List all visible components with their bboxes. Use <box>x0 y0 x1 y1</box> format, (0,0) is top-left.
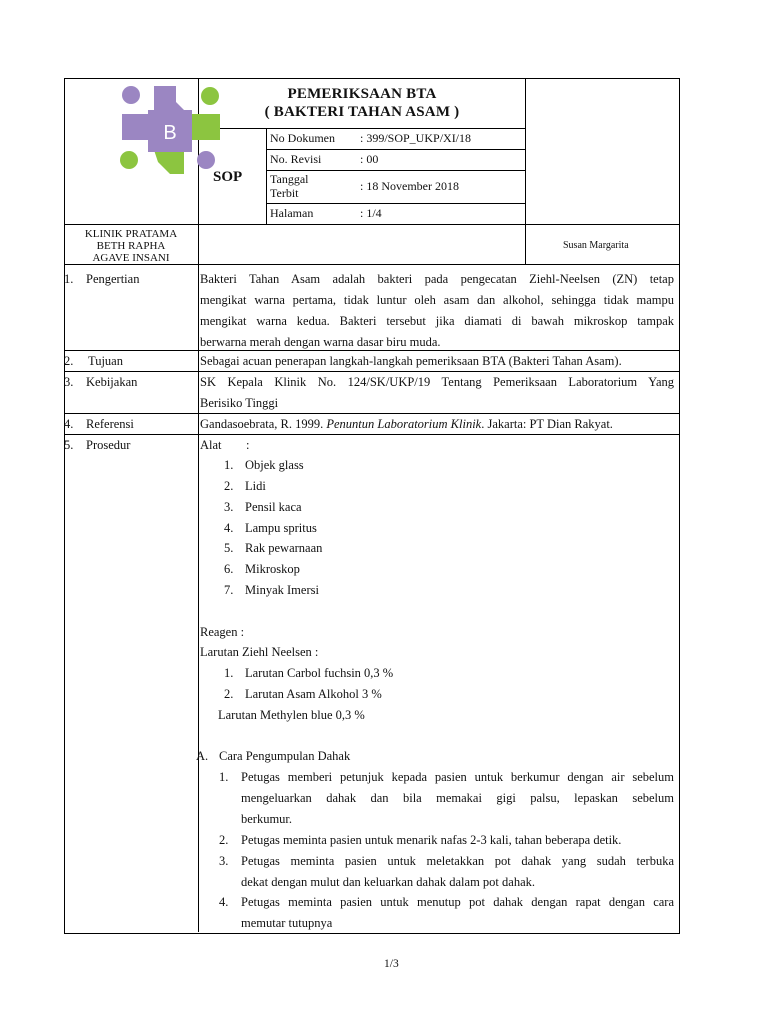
list-item-number: 5. <box>224 541 234 555</box>
doc-number-value: : 399/SOP_UKP/XI/18 <box>360 131 472 145</box>
section-label-prosedur: Prosedur <box>86 438 131 452</box>
referensi-author: Gandasoebrata, R. 1999. <box>200 417 327 431</box>
title-divider <box>198 128 526 129</box>
header-bottom-line <box>64 224 679 225</box>
column-divider <box>198 78 199 932</box>
list-item-number: 2. <box>224 687 234 701</box>
methylen-line: Larutan Methylen blue 0,3 % <box>218 708 365 722</box>
step-number: 4. <box>219 895 229 909</box>
section-label-referensi: Referensi <box>86 417 134 431</box>
pengertian-line: mengikat warna pertama, tidak luntur oleh asam dan alkohol, sehingga tidak mampu <box>200 293 674 307</box>
clinic-name-line: AGAVE INSANI <box>92 252 170 264</box>
alat-colon: : <box>246 438 250 452</box>
list-item: Minyak Imersi <box>245 583 319 597</box>
clinic-name-line: BETH RAPHA <box>96 240 166 252</box>
section-label-pengertian: Pengertian <box>86 272 140 286</box>
tujuan-text: Sebagai acuan penerapan langkah-langkah pemeriksaan BTA (Bakteri Tahan Asam). <box>200 354 622 368</box>
subsection-title: Cara Pengumpulan Dahak <box>219 749 351 763</box>
pengertian-line: berwarna merah dengan warna dasar biru muda. <box>200 335 441 349</box>
pengertian-line: Bakteri Tahan Asam adalah bakteri pada pengecatan Ziehl-Neelsen (ZN) tetap <box>200 272 674 286</box>
row-line <box>64 434 679 435</box>
header-end-line <box>64 264 679 265</box>
step-number: 1. <box>219 770 229 784</box>
doc-row-line <box>266 149 526 150</box>
step-line: Petugas meminta pasien untuk menutup pot dahak dengan rapat dengan cara <box>241 895 674 909</box>
row-line <box>64 350 679 351</box>
section-number: 5. <box>64 438 74 452</box>
list-item: Pensil kaca <box>245 500 302 514</box>
list-item: Larutan Carbol fuchsin 0,3 % <box>245 666 394 680</box>
step-line: Petugas meminta pasien untuk menarik nafas 2-3 kali, tahan beberapa detik. <box>241 833 622 847</box>
clinic-name <box>64 228 198 264</box>
referensi-book: Penuntun Laboratorium Klinik <box>326 417 482 431</box>
signatory-name: Susan Margarita <box>563 240 629 251</box>
list-item: Objek glass <box>245 458 304 472</box>
section-label-tujuan: Tujuan <box>88 354 123 368</box>
section-number: 1. <box>64 272 74 286</box>
doc-title-line2: ( BAKTERI TAHAN ASAM ) <box>264 104 460 120</box>
page-value: : 1/4 <box>360 206 382 220</box>
revision-label: No. Revisi <box>270 152 322 166</box>
list-item-number: 3. <box>224 500 234 514</box>
list-item-number: 6. <box>224 562 234 576</box>
step-line: Petugas meminta pasien untuk meletakkan pot dahak yang sudah terbuka <box>241 854 674 868</box>
list-item-number: 2. <box>224 479 234 493</box>
doc-row-line <box>266 170 526 171</box>
list-item: Lidi <box>245 479 266 493</box>
doc-title-line1: PEMERIKSAAN BTA <box>287 86 437 102</box>
pengertian-line: mengikat warna kedua. Bakteri tersebut jika diamati di bawah mikroskop tampak <box>200 314 674 328</box>
list-item-number: 1. <box>224 458 234 472</box>
issue-date-label-line2: Terbit <box>270 186 299 200</box>
list-item: Larutan Asam Alkohol 3 % <box>245 687 382 701</box>
row-line <box>64 413 679 414</box>
reagen-label: Reagen : <box>200 625 245 639</box>
step-number: 2. <box>219 833 229 847</box>
list-item: Rak pewarnaan <box>245 541 323 555</box>
list-item: Mikroskop <box>245 562 300 576</box>
logo-letter: B <box>163 122 177 144</box>
clinic-name-line: KLINIK PRATAMA <box>84 228 178 240</box>
section-number: 2. <box>64 354 74 368</box>
step-line: dekat dengan mulut dan keluarkan dahak dalam pot dahak. <box>241 875 535 889</box>
step-number: 3. <box>219 854 229 868</box>
referensi-text <box>200 417 613 432</box>
ziehl-label: Larutan Ziehl Neelsen : <box>200 645 319 659</box>
doc-number-label: No Dokumen <box>270 131 335 145</box>
page-label: Halaman <box>270 206 314 220</box>
page-number: 1/3 <box>384 958 399 970</box>
doc-info-divider <box>266 128 267 224</box>
sop-label: SOP <box>213 169 243 185</box>
section-number: 4. <box>64 417 74 431</box>
step-line: memutar tutupnya <box>241 916 333 930</box>
alat-label: Alat <box>200 438 222 452</box>
kebijakan-line: SK Kepala Klinik No. 124/SK/UKP/19 Tentang Pemeriksaan Laboratorium Yang <box>200 375 674 389</box>
issue-date-label-line1: Tanggal <box>270 172 309 186</box>
kebijakan-line: Berisiko Tinggi <box>200 396 279 410</box>
list-item-number: 7. <box>224 583 234 597</box>
revision-value: : 00 <box>360 152 379 166</box>
section-number: 3. <box>64 375 74 389</box>
referensi-publisher: . Jakarta: PT Dian Rakyat. <box>481 417 613 431</box>
step-line: berkumur. <box>241 812 293 826</box>
logo-dot <box>120 151 138 169</box>
row-line <box>64 371 679 372</box>
issue-date-value: : 18 November 2018 <box>360 179 459 193</box>
subsection-letter: A. <box>196 749 209 763</box>
list-item-number: 4. <box>224 521 234 535</box>
doc-row-line <box>266 203 526 204</box>
step-line: Petugas memberi petunjuk kepada pasien untuk berkumur dengan air sebelum <box>241 770 674 784</box>
list-item: Lampu spritus <box>245 521 317 535</box>
list-item-number: 1. <box>224 666 234 680</box>
logo-dot <box>197 151 215 169</box>
step-line: mengeluarkan dahak dan bila memakai gigi palsu, lepaskan sebelum <box>241 791 674 805</box>
section-label-kebijakan: Kebijakan <box>86 375 138 389</box>
logo-dot <box>122 86 140 104</box>
